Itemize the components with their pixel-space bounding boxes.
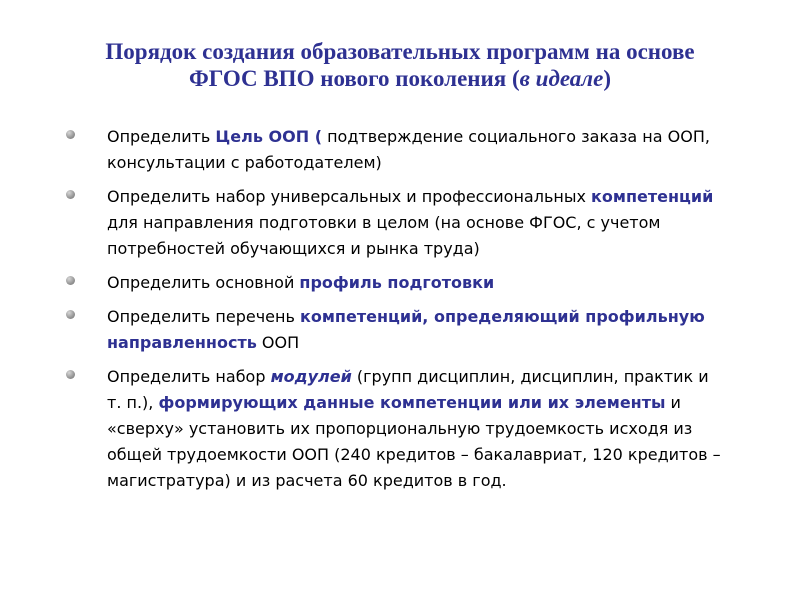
bullet-text: Определить набор [107, 367, 271, 386]
bullet-text: и «сверху» установить их пропорциональную трудоемкость исходя из общей трудоемкости ООП (240 кредитов – бакалавриат, 120 кредитов – магистратура) и из расчета 60 кредитов в год. [107, 393, 721, 490]
title-line-1: Порядок создания образовательных программ на основе [105, 39, 695, 64]
bullet-text: подтверждение социального заказа на ООП, консультации с работодателем) [107, 127, 710, 172]
slide-title [40, 38, 760, 92]
bullet-highlight: профиль подготовки [299, 273, 495, 292]
bullet-text: Определить основной [107, 273, 300, 292]
bullet-highlight: компетенций, определяющий профильную направленность [107, 307, 705, 352]
title-emphasis: в идеале [519, 66, 604, 91]
title-line-2-start: ФГОС ВПО нового поколения ( [189, 66, 520, 91]
bullet-item-profile-competencies [66, 304, 726, 356]
bullet-dot-icon [66, 130, 75, 139]
bullet-highlight: формирующих данные компетенции или их элементы [158, 393, 666, 412]
bullet-item-goal [66, 124, 726, 176]
bullet-highlight-italic: модулей [270, 367, 352, 386]
bullet-dot-icon [66, 310, 75, 319]
bullet-item-competencies [66, 184, 726, 262]
bullet-dot-icon [66, 190, 75, 199]
bullet-text: Определить [107, 127, 216, 146]
bullet-text: для направления подготовки в целом (на основе ФГОС, с учетом потребностей обучающихся и рынка труда) [107, 213, 661, 258]
bullet-highlight: компетенций [591, 187, 714, 206]
bullet-dot-icon [66, 370, 75, 379]
bullet-text: Определить перечень [107, 307, 300, 326]
bullet-item-profile [66, 270, 726, 296]
bullet-item-modules [66, 364, 726, 494]
bullet-list [66, 124, 726, 502]
bullet-highlight: Цель ООП ( [215, 127, 322, 146]
bullet-text: Определить набор универсальных и профессиональных [107, 187, 592, 206]
bullet-text: (групп дисциплин, дисциплин, практик и т. п.), [107, 367, 709, 412]
bullet-text: ООП [256, 333, 300, 352]
title-line-2-end: ) [603, 66, 611, 91]
bullet-dot-icon [66, 276, 75, 285]
